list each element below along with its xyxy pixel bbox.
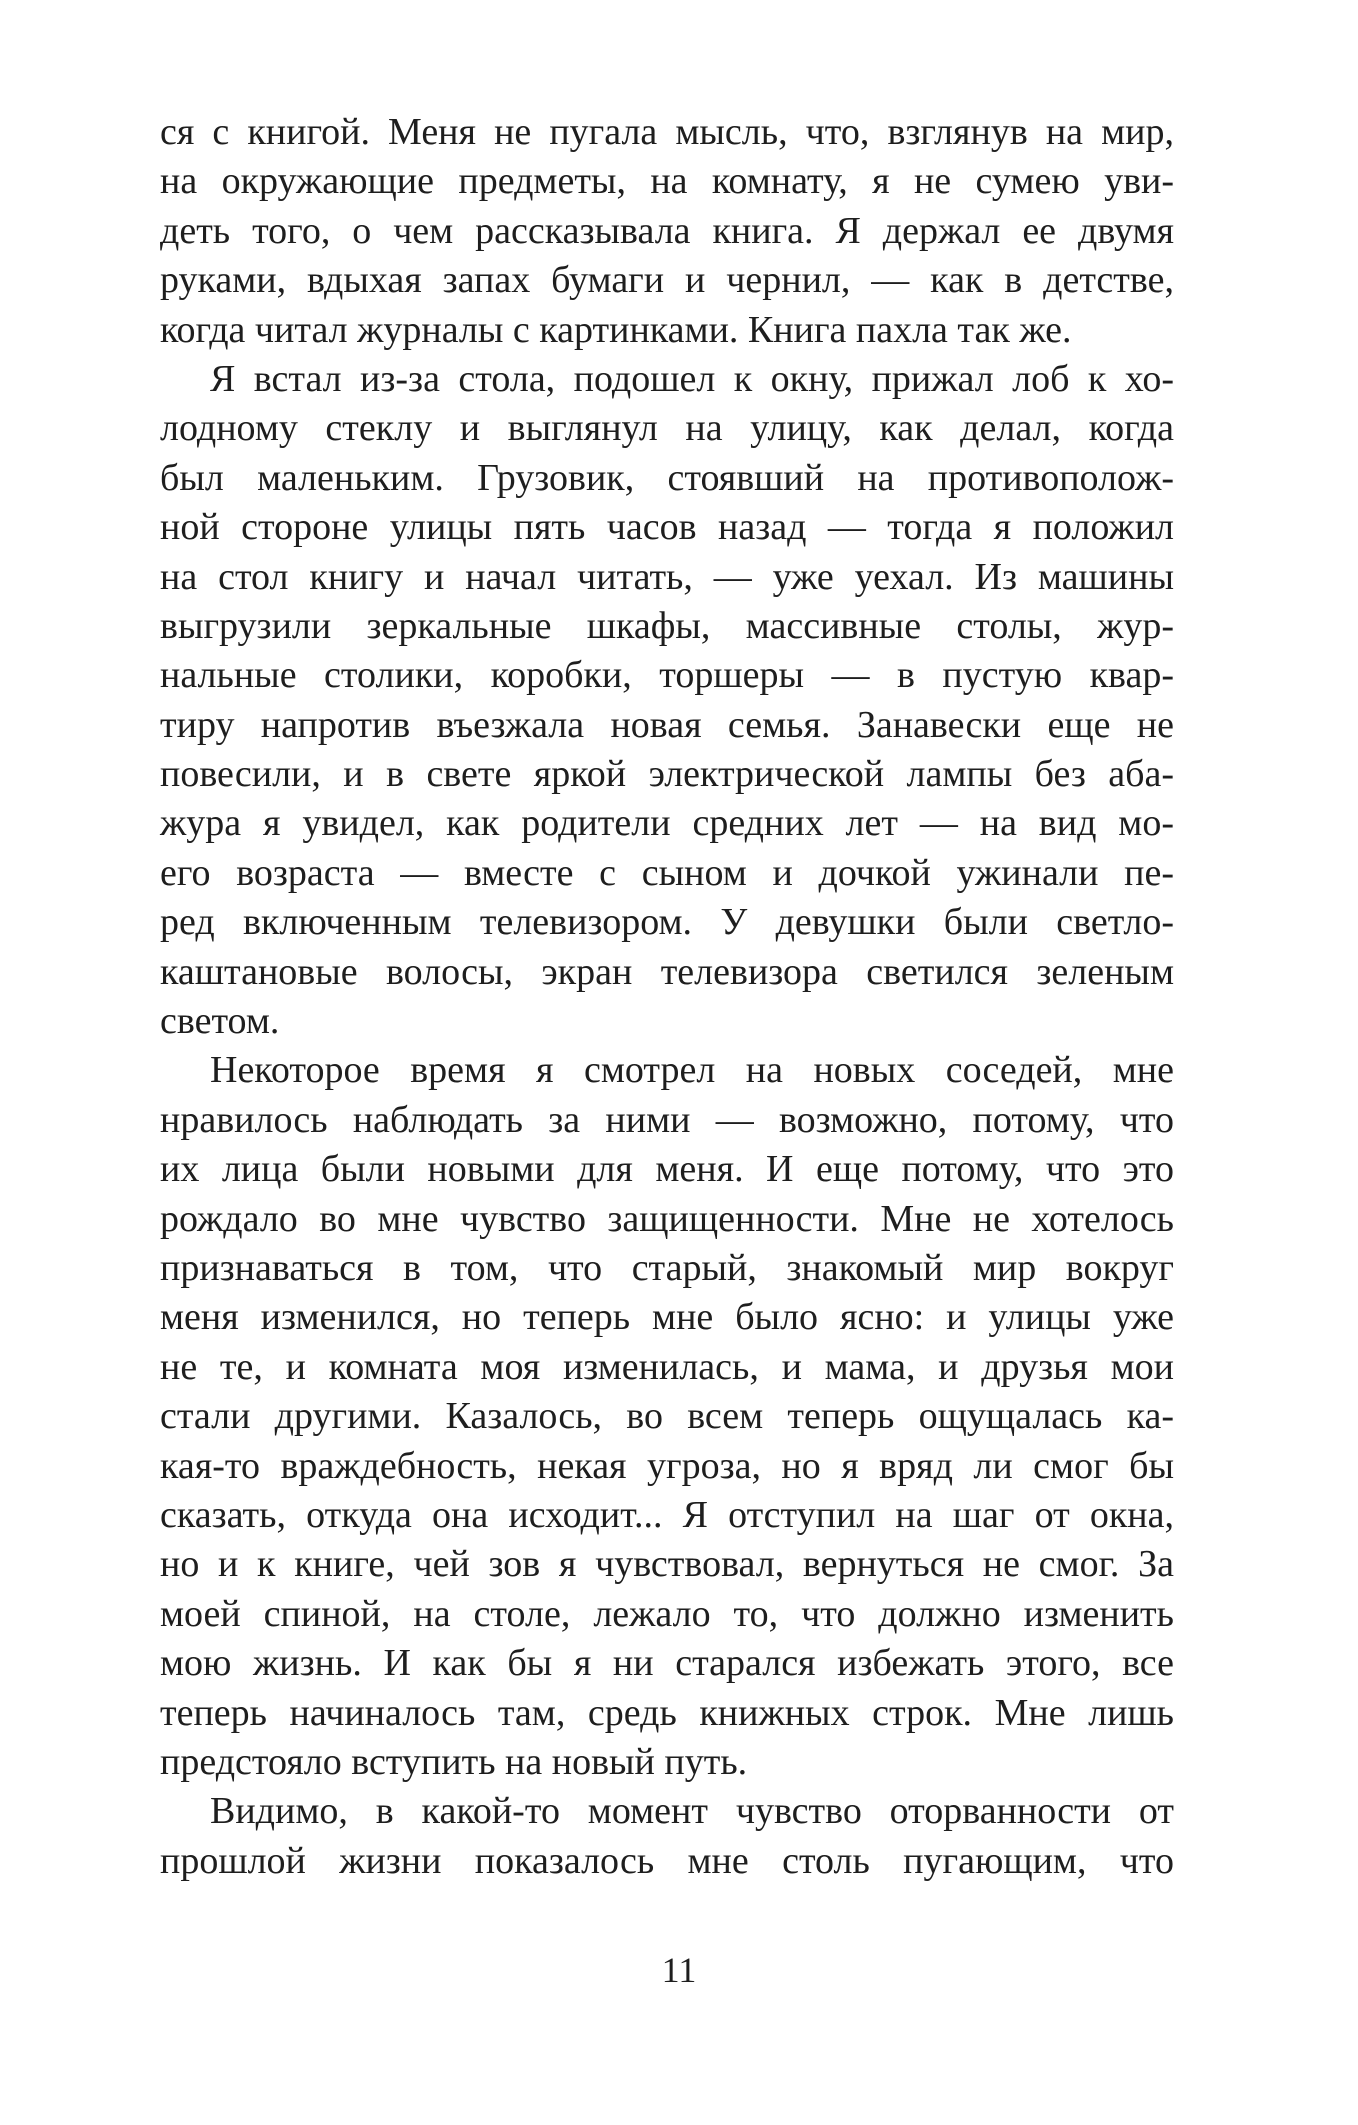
text-line: тиру напротив въезжала новая семья. Занавески еще не bbox=[160, 703, 1174, 746]
text-line: на окружающие предметы, на комнату, я не сумею уви- bbox=[160, 160, 1174, 203]
text-line: Я встал из-за стола, подошел к окну, прижал лоб к хо- bbox=[210, 357, 1174, 400]
text-line: меня изменился, но теперь мне было ясно: и улицы уже bbox=[160, 1296, 1174, 1339]
text-line: был маленьким. Грузовик, стоявший на противополож- bbox=[160, 456, 1174, 499]
text-line: когда читал журналы с картинками. Книга пахла так же. bbox=[160, 308, 1072, 351]
text-line: теперь начиналось там, средь книжных строк. Мне лишь bbox=[160, 1691, 1174, 1734]
text-line: ной стороне улицы пять часов назад — тогда я положил bbox=[160, 506, 1174, 549]
text-line: мою жизнь. И как бы я ни старался избежать этого, все bbox=[160, 1642, 1174, 1685]
text-line: нальные столики, коробки, торшеры — в пустую квар- bbox=[160, 654, 1174, 697]
text-line: светом. bbox=[160, 1000, 280, 1043]
text-line: предстояло вступить на новый путь. bbox=[160, 1740, 748, 1783]
text-line: ся с книгой. Меня не пугала мысль, что, взглянув на мир, bbox=[160, 111, 1174, 153]
text-line: Видимо, в какой-то момент чувство оторванности от bbox=[210, 1790, 1174, 1833]
paragraph bbox=[160, 355, 1174, 1046]
text-line: стали другими. Казалось, во всем теперь ощущалась ка- bbox=[160, 1395, 1174, 1438]
paragraph bbox=[160, 108, 1174, 355]
page-number: 11 bbox=[661, 1950, 697, 1990]
text-line: моей спиной, на столе, лежало то, что должно изменить bbox=[160, 1592, 1174, 1635]
text-line: кая-то враждебность, некая угроза, но я вряд ли смог бы bbox=[160, 1444, 1174, 1487]
text-line: рождало во мне чувство защищенности. Мне не хотелось bbox=[160, 1197, 1174, 1240]
paragraph bbox=[160, 1787, 1174, 1886]
text-line: не те, и комната моя изменилась, и мама, и друзья мои bbox=[160, 1345, 1174, 1388]
text-line: его возраста — вместе с сыном и дочкой ужинали пе- bbox=[160, 851, 1174, 894]
text-line: Некоторое время я смотрел на новых соседей, мне bbox=[210, 1049, 1174, 1092]
text-line: выгрузили зеркальные шкафы, массивные столы, жур- bbox=[160, 604, 1174, 647]
text-line: прошлой жизни показалось мне столь пугающим, что bbox=[160, 1839, 1174, 1882]
text-line: нравилось наблюдать за ними — возможно, потому, что bbox=[160, 1098, 1174, 1141]
text-line: их лица были новыми для меня. И еще потому, что это bbox=[160, 1148, 1174, 1191]
text-line: признаваться в том, что старый, знакомый мир вокруг bbox=[160, 1246, 1174, 1289]
text-line: руками, вдыхая запах бумаги и чернил, — как в детстве, bbox=[160, 259, 1174, 302]
body-text bbox=[160, 108, 1174, 1886]
text-line: сказать, откуда она исходит... Я отступил на шаг от окна, bbox=[160, 1493, 1174, 1536]
text-line: деть того, о чем рассказывала книга. Я держал ее двумя bbox=[160, 209, 1174, 252]
text-line: но и к книге, чей зов я чувствовал, вернуться не смог. За bbox=[160, 1543, 1174, 1586]
text-line: ред включенным телевизором. У девушки были светло- bbox=[160, 901, 1174, 944]
text-line: повесили, и в свете яркой электрической лампы без аба- bbox=[160, 753, 1174, 796]
text-line: лодному стеклу и выглянул на улицу, как делал, когда bbox=[160, 407, 1174, 450]
text-line: жура я увидел, как родители средних лет — на вид мо- bbox=[160, 802, 1174, 845]
text-line: каштановые волосы, экран телевизора светился зеленым bbox=[160, 950, 1174, 993]
text-line: на стол книгу и начал читать, — уже уехал. Из машины bbox=[160, 555, 1174, 598]
paragraph bbox=[160, 1046, 1174, 1787]
